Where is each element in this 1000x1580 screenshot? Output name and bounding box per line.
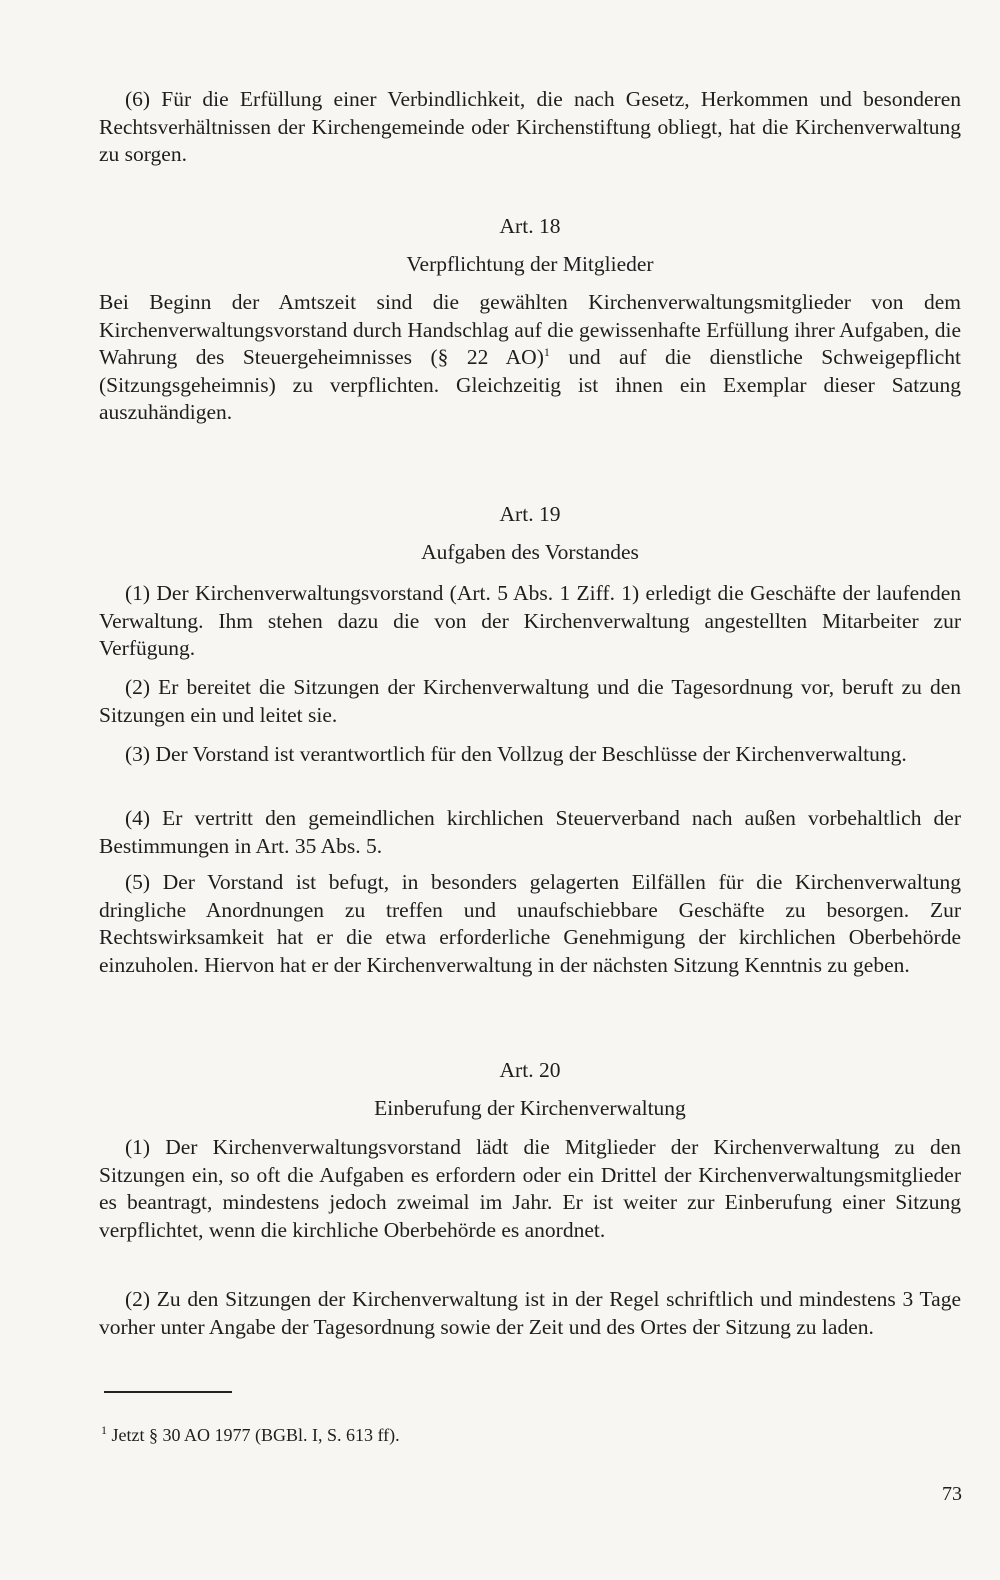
- footnote-text: Jetzt § 30 AO 1977 (BGBl. I, S. 613 ff).: [111, 1425, 400, 1445]
- art19-paragraph-1: (1) Der Kirchenverwaltungsvorstand (Art. 5 Abs. 1 Ziff. 1) erledigt die Geschäfte der laufenden Verwaltung. Ihm stehen dazu die von der Kirchenverwaltung angestellten Mitarbeiter zur Verfügung.: [99, 581, 961, 660]
- art19-title: Aufgaben des Vorstandes: [421, 540, 639, 564]
- art20-paragraph-1: (1) Der Kirchenverwaltungsvorstand lädt die Mitglieder der Kirchenverwaltung zu den Sitzungen ein, so oft die Aufgaben es erfordern oder ein Drittel der Kirchenverwaltungsmitglieder es beantragt, mindestens jedoch zweimal im Jahr. Er ist weiter zur Einberufung einer Sitzung verpflichtet, wenn die kirchliche Oberbehörde es anordnet.: [99, 1135, 961, 1242]
- art19-paragraph-2: (2) Er bereitet die Sitzungen der Kirchenverwaltung und die Tagesordnung vor, beruft zu den Sitzungen ein und leitet sie.: [99, 675, 961, 727]
- art19-paragraph-3: (3) Der Vorstand ist verantwortlich für den Vollzug der Beschlüsse der Kirchenverwaltung.: [125, 742, 907, 766]
- art20-title: Einberufung der Kirchenverwaltung: [374, 1096, 686, 1120]
- art20-heading: Art. 20: [499, 1058, 561, 1082]
- art19-paragraph-5: (5) Der Vorstand ist befugt, in besonders gelagerten Eilfällen für die Kirchenverwaltung dringliche Anordnungen zu treffen und unaufschiebbare Geschäfte zu besorgen. Zur Rechtswirksamkeit hat er die etwa erforderliche Genehmigung der kirchlichen Oberbehörde einzuholen. Hiervon hat er der Kirchenverwaltung in der nächsten Sitzung Kenntnis zu geben.: [99, 870, 961, 977]
- footnote: [101, 1424, 400, 1446]
- art18-paragraph: [99, 289, 961, 427]
- art19-paragraph-4: (4) Er vertritt den gemeindlichen kirchlichen Steuerverband nach außen vorbehaltlich der Bestimmungen in Art. 35 Abs. 5.: [99, 806, 961, 858]
- art19-heading: Art. 19: [499, 502, 561, 526]
- footnote-marker: 1: [101, 1423, 107, 1437]
- art18-title: Verpflichtung der Mitglieder: [406, 252, 654, 276]
- footnote-reference: 1: [543, 344, 550, 359]
- art20-paragraph-2: (2) Zu den Sitzungen der Kirchenverwaltung ist in der Regel schriftlich und mindestens 3 Tage vorher unter Angabe der Tagesordnung sowie der Zeit und des Ortes der Sitzung zu laden.: [99, 1287, 961, 1339]
- page-number: 73: [942, 1483, 962, 1505]
- art17-paragraph-6: (6) Für die Erfüllung einer Verbindlichkeit, die nach Gesetz, Herkommen und besonderen Rechtsverhältnissen der Kirchengemeinde oder Kirchenstiftung obliegt, hat die Kirchenverwaltung zu sorgen.: [99, 87, 961, 166]
- art18-text-part-a: Bei Beginn der Amtszeit sind die gewählten Kirchenverwaltungsmitglieder von dem Kirchenverwaltungsvorstand durch Handschlag auf die gewissenhafte Erfüllung ihrer Aufgaben, die Wahrung des Steuergeheimnisses (§ 22 AO): [99, 290, 961, 369]
- art18-text-part-b: und auf die dienstliche Schweigepflicht (Sitzungsgeheimnis) zu verpflichten. Gleichzeitig ist ihnen ein Exemplar dieser Satzung auszuhändigen.: [99, 345, 961, 424]
- footnote-divider: [104, 1391, 232, 1393]
- art18-heading: Art. 18: [499, 214, 561, 238]
